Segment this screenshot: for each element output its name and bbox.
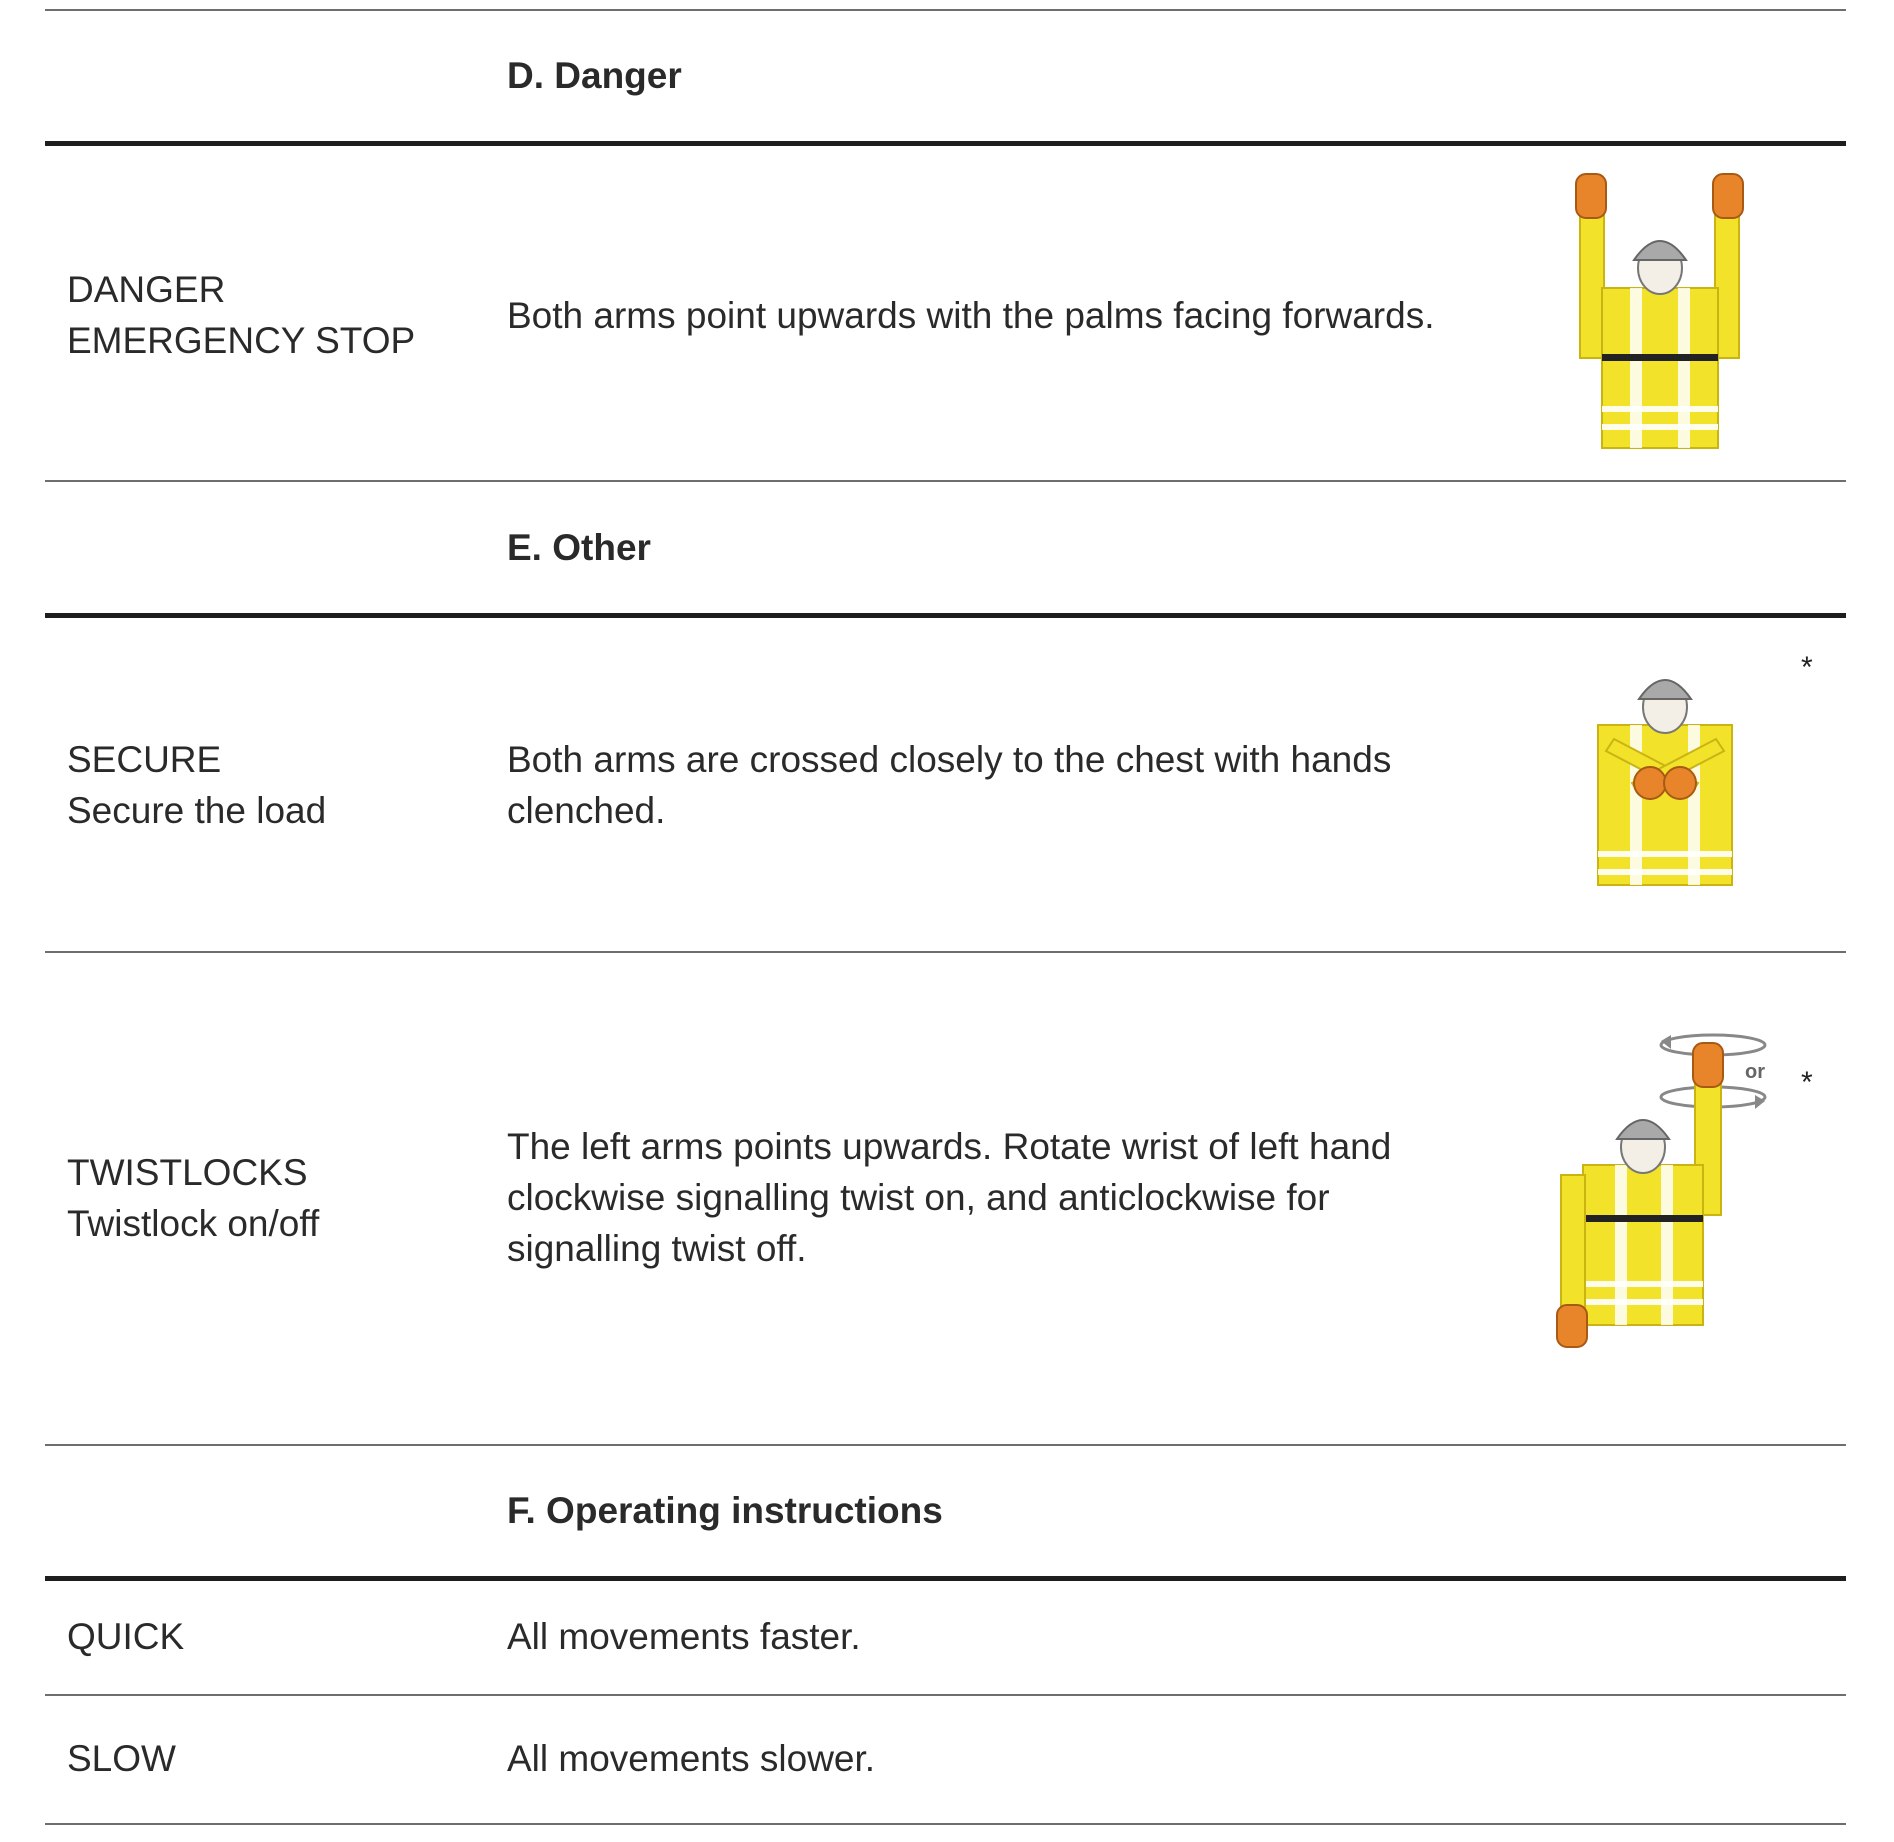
signal-description-secure <box>507 734 1507 836</box>
signaller-arms-crossed-figure <box>1580 655 1750 890</box>
section-d-divider <box>45 141 1846 146</box>
or-text: or <box>1745 1061 1765 1083</box>
section-f-divider <box>45 1576 1846 1581</box>
section-title-other: E. Other <box>507 527 651 568</box>
description-line: clockwise signalling twist on, and anticlockwise for <box>507 1177 1330 1218</box>
signaller-both-arms-up-figure <box>1560 168 1760 456</box>
signal-description-twistlocks <box>507 1121 1507 1274</box>
signal-name-line: TWISTLOCKS <box>67 1152 308 1193</box>
description-line: clenched. <box>507 790 666 831</box>
section-title-danger: D. Danger <box>507 55 682 96</box>
signal-description-quick <box>507 1611 1507 1662</box>
description-line: Both arms point upwards with the palms facing forwards. <box>507 295 1435 336</box>
signaller-left-arm-rotate-figure <box>1545 1025 1785 1355</box>
section-title-operating-instructions: F. Operating instructions <box>507 1490 943 1531</box>
bottom-divider <box>45 1823 1846 1825</box>
signal-name-line: Secure the load <box>67 790 327 831</box>
row-divider <box>45 1444 1846 1446</box>
signal-name-line: QUICK <box>67 1616 185 1657</box>
top-divider <box>45 9 1846 11</box>
row-divider <box>45 1694 1846 1696</box>
description-line: All movements slower. <box>507 1738 876 1779</box>
signal-name-quick <box>67 1611 184 1662</box>
signal-description-slow <box>507 1733 1507 1784</box>
footnote-asterisk: * <box>1801 1066 1813 1099</box>
signal-name-line: EMERGENCY STOP <box>67 320 416 361</box>
signal-name-line: SECURE <box>67 739 222 780</box>
description-line: The left arms points upwards. Rotate wrist of left hand <box>507 1126 1392 1167</box>
signal-name-line: Twistlock on/off <box>67 1203 320 1244</box>
signal-description-danger <box>507 290 1507 341</box>
description-line: All movements faster. <box>507 1616 861 1657</box>
signal-name-secure <box>67 734 326 836</box>
signal-name-line: SLOW <box>67 1738 176 1779</box>
description-line: signalling twist off. <box>507 1228 807 1269</box>
signal-name-danger <box>67 264 415 366</box>
footnote-asterisk: * <box>1801 651 1813 684</box>
description-line: Both arms are crossed closely to the chest with hands <box>507 739 1392 780</box>
row-divider <box>45 480 1846 482</box>
row-divider <box>45 951 1846 953</box>
signal-name-line: DANGER <box>67 269 226 310</box>
signal-name-slow <box>67 1733 176 1784</box>
section-e-divider <box>45 613 1846 618</box>
signal-name-twistlocks <box>67 1147 319 1249</box>
